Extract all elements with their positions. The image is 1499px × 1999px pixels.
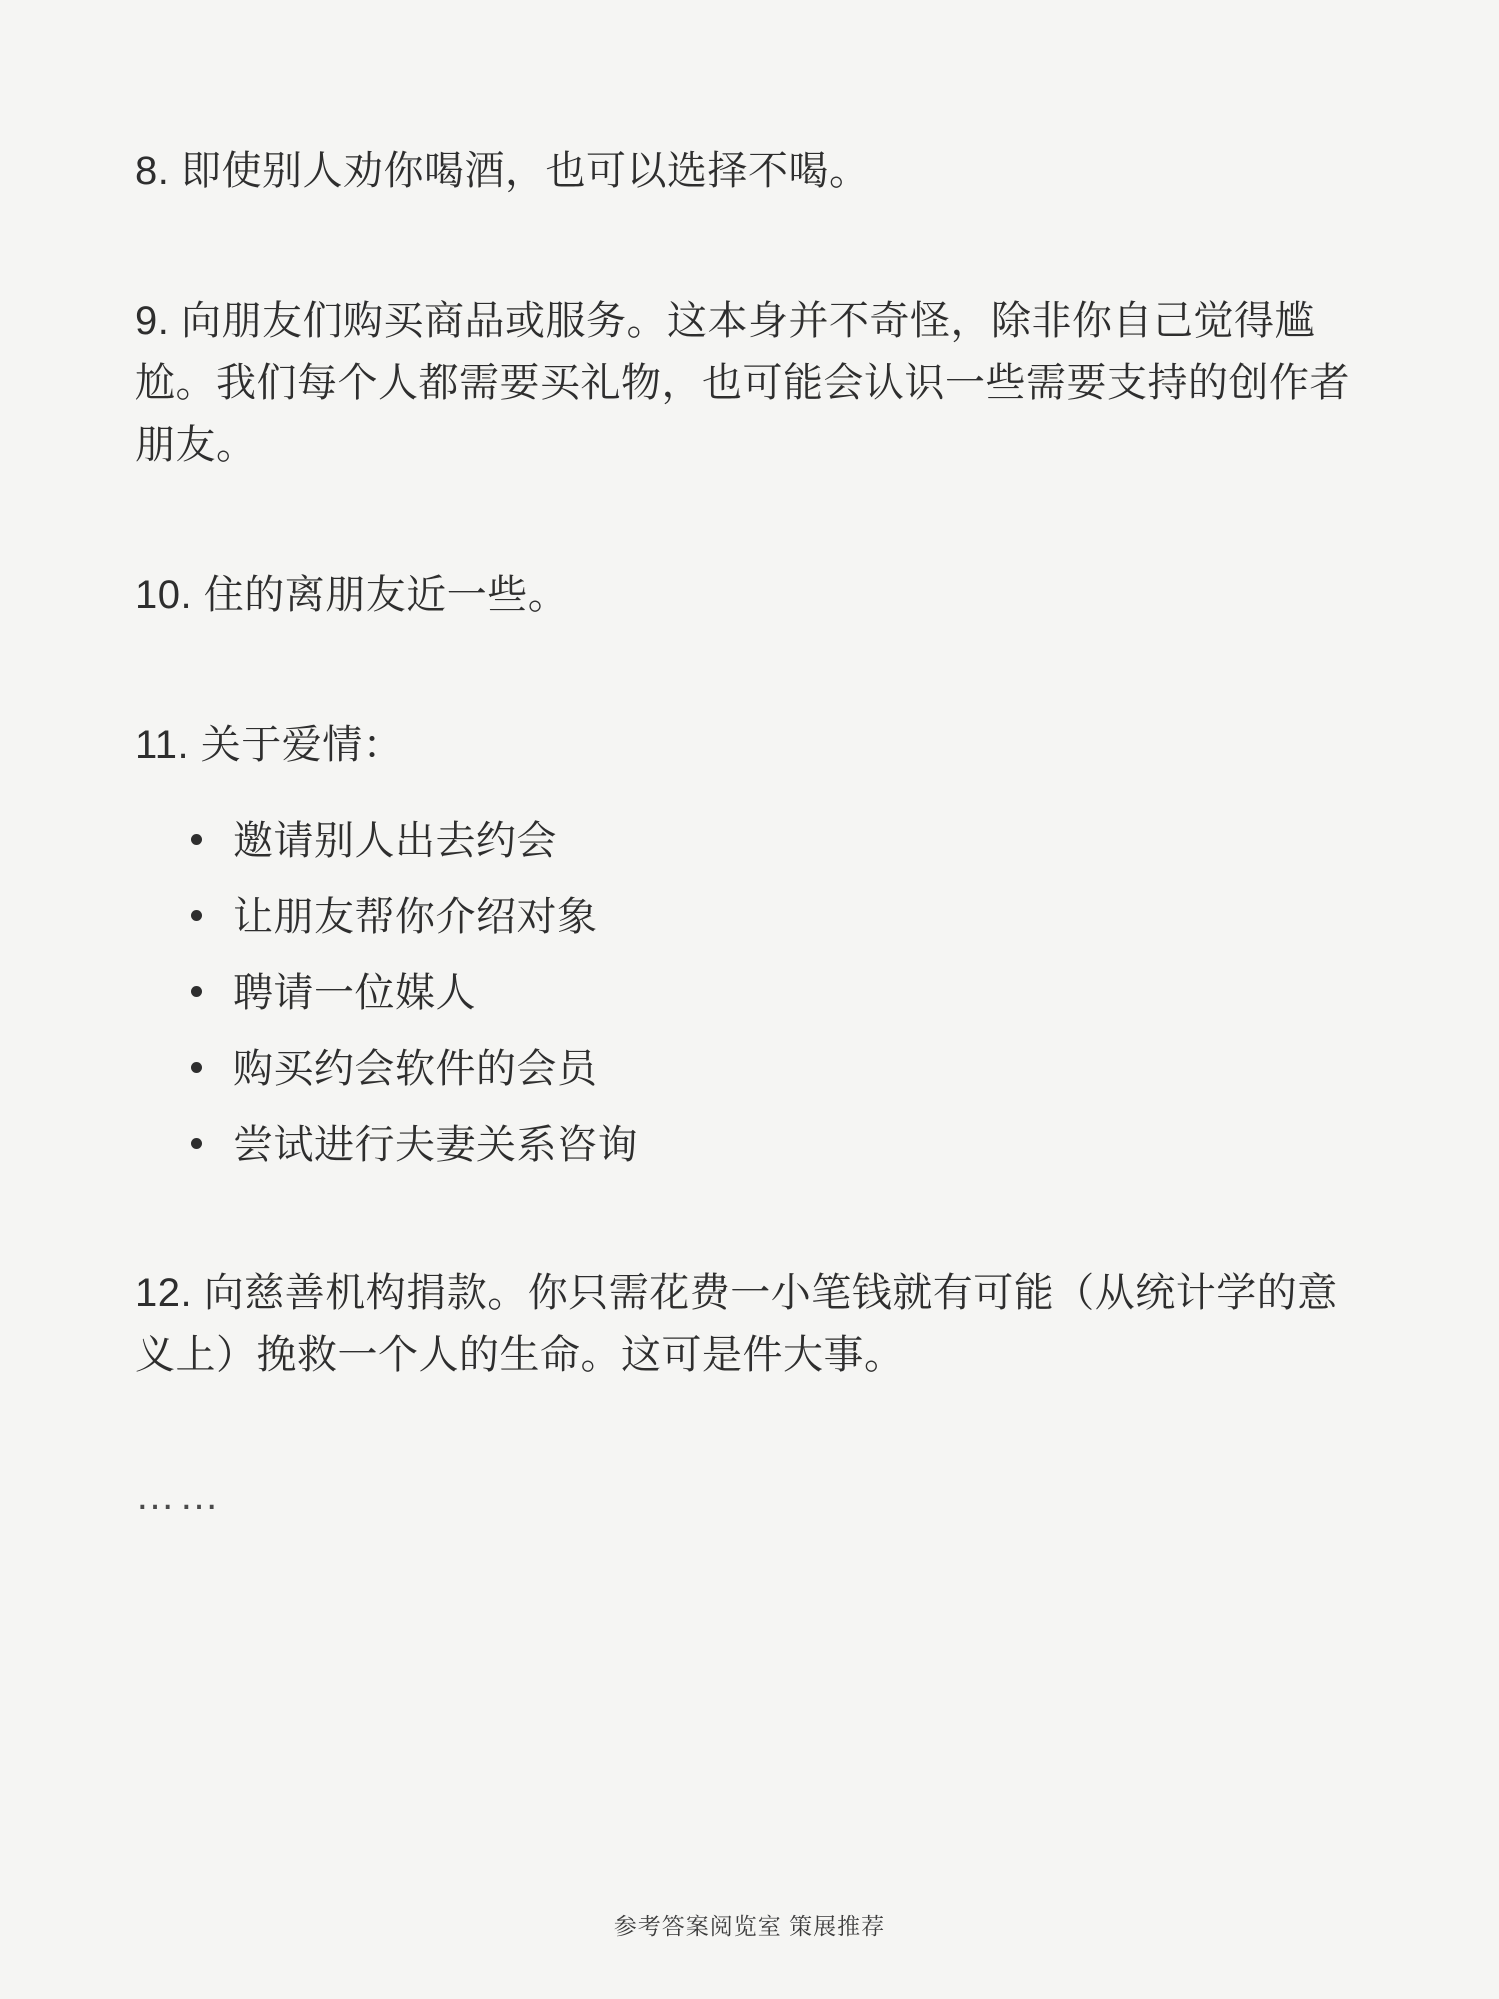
bullet-dot-icon — [191, 834, 202, 845]
list-item-label: 让朋友帮你介绍对象 — [233, 895, 598, 939]
list-item — [191, 1040, 1359, 1098]
list-item-label: 聘请一位媒人 — [233, 971, 476, 1015]
bullet-dot-icon — [191, 1062, 202, 1073]
footer-attribution: 参考答案阅览室 策展推荐 — [613, 1913, 886, 1939]
list-item — [191, 1116, 1359, 1174]
list-item-label: 尝试进行夫妻关系咨询 — [233, 1123, 638, 1167]
list-item-label: 邀请别人出去约会 — [233, 819, 557, 863]
list-item-12: 12. 向慈善机构捐款。你只需花费一小笔钱就有可能（从统计学的意义上）挽救一个人的生命。这可是件大事。 — [135, 1271, 1338, 1377]
bullet-dot-icon — [191, 986, 202, 997]
list-item — [191, 964, 1359, 1022]
list-item-11: 11. 关于爱情： — [135, 723, 404, 767]
bullet-dot-icon — [191, 910, 202, 921]
list-item-label: 购买约会软件的会员 — [233, 1047, 598, 1091]
ellipsis-marker: …… — [135, 1474, 223, 1518]
list-item-8: 8. 即使别人劝你喝酒，也可以选择不喝。 — [135, 149, 870, 193]
list-item-10: 10. 住的离朋友近一些。 — [135, 573, 569, 617]
love-suggestions-list — [135, 812, 1359, 1174]
list-item — [191, 812, 1359, 870]
list-item-9: 9. 向朋友们购买商品或服务。这本身并不奇怪，除非你自己觉得尴尬。我们每个人都需要买礼物，也可能会认识一些需要支持的创作者朋友。 — [135, 299, 1350, 467]
document-content — [135, 140, 1359, 1519]
bullet-dot-icon — [191, 1138, 202, 1149]
list-item — [191, 888, 1359, 946]
